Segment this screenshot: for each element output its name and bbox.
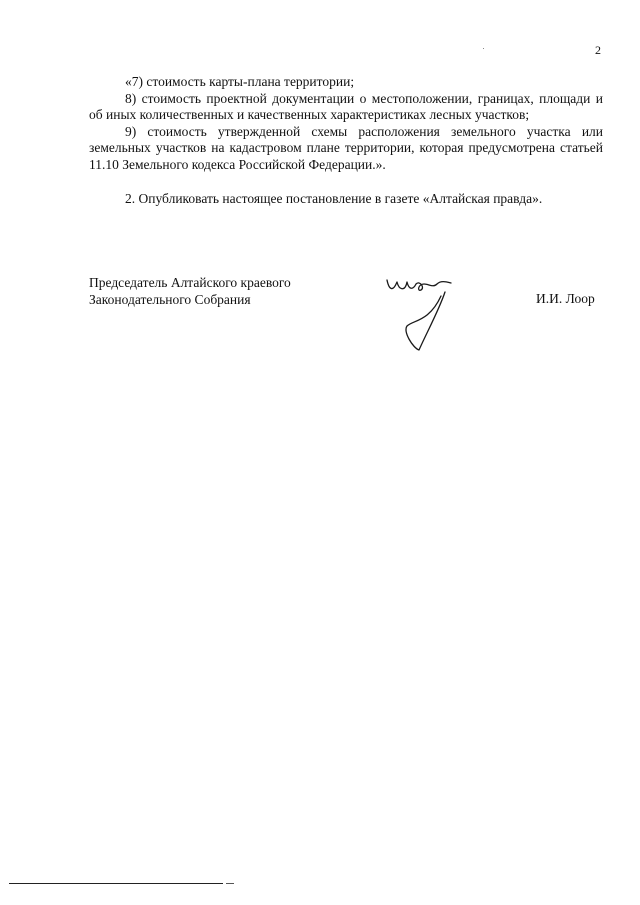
document-body [89, 74, 603, 208]
signatory-title-line1: Председатель Алтайского краевого [89, 275, 291, 290]
signatory-name: И.И. Лоор [536, 291, 595, 306]
paragraph-item-7: «7) стоимость карты-плана территории; [125, 74, 355, 89]
paragraph-item-8: 8) стоимость проектной документации о местоположении, границах, площади и об иных количественных и качественных характеристиках лесных участков; [89, 90, 603, 122]
paragraph-publish: 2. Опубликовать настоящее постановление в газете «Алтайская правда». [125, 191, 543, 206]
signatory-title-line2: Законодательного Собрания [89, 292, 251, 307]
paragraph-item-9: 9) стоимость утвержденной схемы расположения земельного участка или земельных участков на кадастровом плане территории, которая предусмотрена статьей 11.10 Земельного кодекса Российской Федерации.». [89, 123, 603, 172]
footer-rule [9, 883, 223, 884]
signatory-title [89, 274, 291, 308]
footer-dash [226, 883, 234, 884]
handwritten-signature [383, 270, 463, 355]
page-number: 2 [595, 43, 601, 57]
scan-artifact [483, 48, 484, 49]
